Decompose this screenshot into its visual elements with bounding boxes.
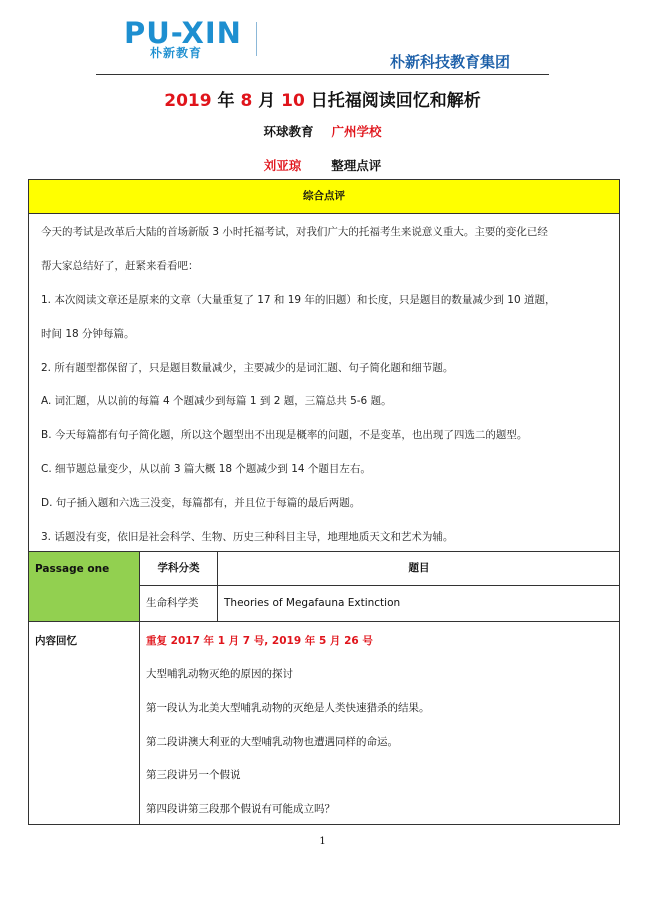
title-text-1: 年 [211, 91, 241, 111]
content-row [28, 621, 620, 825]
content-label: 内容回忆 [29, 622, 140, 824]
passage-label: Passage one [29, 552, 140, 621]
logo-divider [256, 22, 257, 56]
page-number: 1 [319, 836, 326, 847]
overview-line: 1. 本次阅读文章还是原来的文章（大量重复了 17 和 19 年的旧题）和长度，只是题目的数量减少到 10 道题， [41, 294, 556, 306]
overview-body [28, 213, 620, 552]
subtitle-org-line [0, 122, 645, 140]
overview-line: D. 句子插入题和六选三没变，每篇都有，并且位于每篇的最后两题。 [41, 497, 361, 509]
overview-line: 2. 所有题型都保留了，只是题目数量减少，主要减少的是词汇题、句子简化题和细节题。 [41, 362, 454, 374]
puxin-logo [124, 16, 258, 60]
overview-line: 时间 18 分钟每篇。 [41, 328, 135, 340]
topic-header: 题目 [218, 552, 620, 586]
passage-row [28, 552, 620, 622]
overview-line: 帮大家总结好了，赶紧来看看吧： [41, 260, 199, 272]
header-rule [96, 74, 549, 75]
overview-line: C. 细节题总量变少，从以前 3 篇大概 18 个题减少到 14 个题目左右。 [41, 463, 371, 475]
subtitle-org: 环球教育 [263, 124, 314, 139]
subject-value: 生命科学类 [140, 586, 218, 621]
logo-latin-text: PU-XIN [124, 16, 242, 50]
title-text-3: 日托福阅读回忆和解析 [304, 91, 481, 111]
subtitle-author-line [0, 156, 645, 174]
content-line: 第二段讲澳大利亚的大型哺乳动物也遭遇同样的命运。 [146, 736, 398, 748]
overview-line: 今天的考试是改革后大陆的首场新版 3 小时托福考试，对我们广大的托福考生来说意义重大。主要的变化已经 [41, 226, 548, 238]
overview-line: 3. 话题没有变，依旧是社会科学、生物、历史三种科目主导，地理地质天文和艺术为辅。 [41, 531, 454, 543]
topic-value: Theories of Megafauna Extinction [224, 597, 401, 609]
subtitle-author: 刘亚琼 [263, 158, 302, 173]
content-line: 第三段讲另一个假说 [146, 769, 241, 781]
subtitle-role: 整理点评 [331, 158, 382, 173]
title-month: 8 [240, 91, 253, 111]
overview-heading: 综合点评 [28, 179, 620, 214]
title-text-2: 月 [252, 91, 282, 111]
overview-line: B. 今天每篇都有句子简化题，所以这个题型出不出现是概率的问题，不是变革，也出现了四选二的题型。 [41, 429, 528, 441]
title-year: 2019 [164, 91, 212, 111]
content-line: 第四段讲第三段那个假说有可能成立吗？ [146, 803, 335, 815]
page-title [0, 86, 645, 111]
title-day: 10 [281, 91, 305, 111]
subtitle-school: 广州学校 [331, 124, 382, 139]
overview-line: A. 词汇题，从以前的每篇 4 个题减少到每篇 1 到 2 题，三篇总共 5-6 题。 [41, 395, 392, 407]
group-name: 朴新科技教育集团 [390, 53, 511, 71]
subject-header: 学科分类 [140, 552, 218, 586]
logo-chinese-text: 朴新教育 [150, 46, 203, 60]
content-line: 大型哺乳动物灭绝的原因的探讨 [146, 668, 293, 680]
content-line: 第一段认为北美大型哺乳动物的灭绝是人类快速猎杀的结果。 [146, 702, 430, 714]
content-repeat-note: 重复 2017 年 1 月 7 号, 2019 年 5 月 26 号 [146, 635, 373, 647]
